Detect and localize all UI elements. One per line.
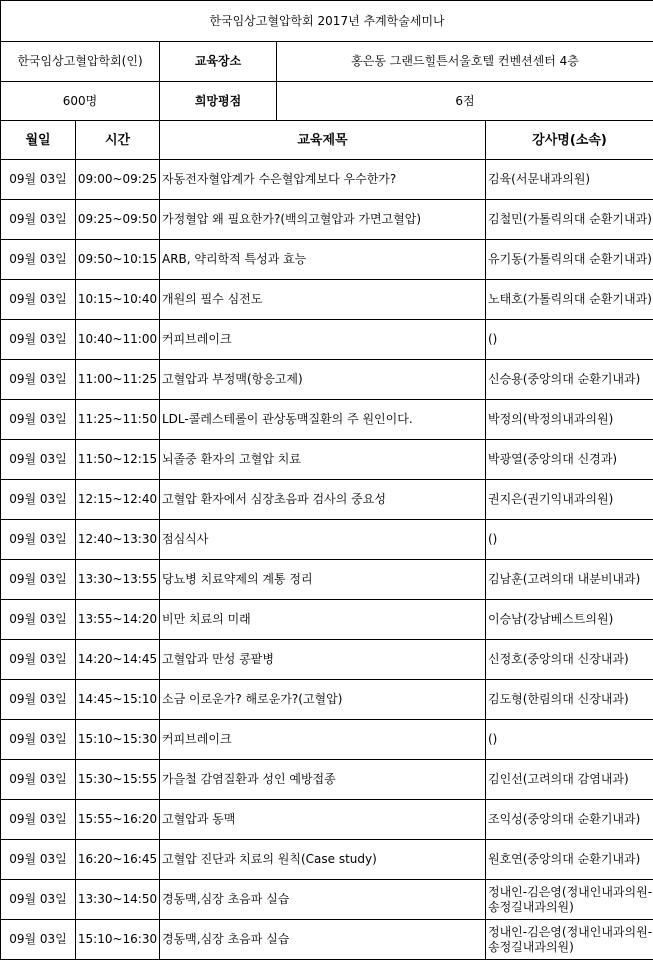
row-date: 09월 03일 bbox=[1, 160, 76, 200]
row-speaker: 박광열(중앙의대 신경과) bbox=[486, 440, 653, 480]
row-time: 12:40~13:30 bbox=[76, 520, 160, 560]
row-speaker: 이승남(강남베스트의원) bbox=[486, 600, 653, 640]
table-row bbox=[1, 520, 653, 560]
row-title: 개원의 필수 심전도 bbox=[160, 280, 486, 320]
row-time: 16:20~16:45 bbox=[76, 840, 160, 880]
row-title: 점심식사 bbox=[160, 520, 486, 560]
row-title: 자동전자혈압계가 수은혈압계보다 우수한가? bbox=[160, 160, 486, 200]
row-date: 09월 03일 bbox=[1, 840, 76, 880]
table-row bbox=[1, 680, 653, 720]
row-time: 15:55~16:20 bbox=[76, 800, 160, 840]
row-time: 14:20~14:45 bbox=[76, 640, 160, 680]
table-row bbox=[1, 160, 653, 200]
row-title: 고혈압 환자에서 심장초음파 검사의 중요성 bbox=[160, 480, 486, 520]
row-date: 09월 03일 bbox=[1, 520, 76, 560]
row-time: 09:25~09:50 bbox=[76, 200, 160, 240]
row-date: 09월 03일 bbox=[1, 880, 76, 920]
row-title: 커피브레이크 bbox=[160, 720, 486, 760]
row-speaker: () bbox=[486, 320, 653, 360]
row-time: 13:30~14:50 bbox=[76, 880, 160, 920]
row-date: 09월 03일 bbox=[1, 920, 76, 960]
table-row bbox=[1, 880, 653, 920]
row-date: 09월 03일 bbox=[1, 280, 76, 320]
header-date: 월일 bbox=[1, 121, 76, 160]
points-label: 희망평점 bbox=[160, 82, 277, 121]
row-title: 고혈압과 만성 콩팥병 bbox=[160, 640, 486, 680]
table-row bbox=[1, 280, 653, 320]
row-title: 당뇨병 치료약제의 계통 정리 bbox=[160, 560, 486, 600]
row-speaker: 신승용(중앙의대 순환기내과) bbox=[486, 360, 653, 400]
table-row bbox=[1, 840, 653, 880]
row-speaker: 유기동(가톨릭의대 순환기내과) bbox=[486, 240, 653, 280]
table-row bbox=[1, 800, 653, 840]
venue: 홍은동 그랜드힐튼서울호텔 컨벤션센터 4층 bbox=[277, 42, 653, 82]
row-title: 고혈압 진단과 치료의 원칙(Case study) bbox=[160, 840, 486, 880]
table-row bbox=[1, 240, 653, 280]
table-row bbox=[1, 480, 653, 520]
row-time: 11:25~11:50 bbox=[76, 400, 160, 440]
schedule-header-row bbox=[1, 121, 653, 160]
row-speaker: 김남훈(고려의대 내분비내과) bbox=[486, 560, 653, 600]
table-row bbox=[1, 400, 653, 440]
table-row bbox=[1, 560, 653, 600]
row-time: 13:30~13:55 bbox=[76, 560, 160, 600]
row-date: 09월 03일 bbox=[1, 400, 76, 440]
row-date: 09월 03일 bbox=[1, 480, 76, 520]
row-date: 09월 03일 bbox=[1, 800, 76, 840]
row-time: 10:15~10:40 bbox=[76, 280, 160, 320]
capacity: 600명 bbox=[1, 82, 160, 121]
table-row bbox=[1, 440, 653, 480]
row-date: 09월 03일 bbox=[1, 200, 76, 240]
row-speaker: 김인선(고려의대 감염내과) bbox=[486, 760, 653, 800]
row-speaker: 정내인-김은영(정내인내과의원-송정길내과의원) bbox=[486, 880, 653, 920]
venue-label: 교육장소 bbox=[160, 42, 277, 82]
row-time: 13:55~14:20 bbox=[76, 600, 160, 640]
seminar-title: 한국임상고혈압학회 2017년 추계학술세미나 bbox=[1, 1, 653, 42]
row-date: 09월 03일 bbox=[1, 600, 76, 640]
row-speaker: 정내인-김은영(정내인내과의원-송정길내과의원) bbox=[486, 920, 653, 960]
row-title: LDL-콜레스테롤이 관상동맥질환의 주 원인이다. bbox=[160, 400, 486, 440]
row-date: 09월 03일 bbox=[1, 360, 76, 400]
seminar-info-table bbox=[0, 0, 653, 121]
header-time: 시간 bbox=[76, 121, 160, 160]
row-time: 11:00~11:25 bbox=[76, 360, 160, 400]
row-date: 09월 03일 bbox=[1, 640, 76, 680]
row-title: 고혈압과 동맥 bbox=[160, 800, 486, 840]
row-time: 09:50~10:15 bbox=[76, 240, 160, 280]
row-date: 09월 03일 bbox=[1, 760, 76, 800]
row-time: 15:10~15:30 bbox=[76, 720, 160, 760]
header-title: 교육제목 bbox=[160, 121, 486, 160]
row-date: 09월 03일 bbox=[1, 320, 76, 360]
row-title: 경동맥,심장 초음파 실습 bbox=[160, 920, 486, 960]
row-speaker: 김도형(한림의대 신장내과) bbox=[486, 680, 653, 720]
row-date: 09월 03일 bbox=[1, 680, 76, 720]
row-date: 09월 03일 bbox=[1, 560, 76, 600]
row-title: 뇌졸중 환자의 고혈압 치료 bbox=[160, 440, 486, 480]
row-speaker: 신정호(중앙의대 신장내과) bbox=[486, 640, 653, 680]
row-title: 소금 이로운가? 해로운가?(고혈압) bbox=[160, 680, 486, 720]
row-title: 비만 치료의 미래 bbox=[160, 600, 486, 640]
row-date: 09월 03일 bbox=[1, 720, 76, 760]
table-row bbox=[1, 720, 653, 760]
organizer: 한국임상고혈압학회(인) bbox=[1, 42, 160, 82]
row-date: 09월 03일 bbox=[1, 240, 76, 280]
row-speaker: 노태호(가톨릭의대 순환기내과) bbox=[486, 280, 653, 320]
table-row bbox=[1, 320, 653, 360]
table-row bbox=[1, 920, 653, 960]
row-time: 09:00~09:25 bbox=[76, 160, 160, 200]
table-row bbox=[1, 200, 653, 240]
row-speaker: 권지은(권기익내과의원) bbox=[486, 480, 653, 520]
row-time: 11:50~12:15 bbox=[76, 440, 160, 480]
row-speaker: 조익성(중앙의대 순환기내과) bbox=[486, 800, 653, 840]
table-row bbox=[1, 360, 653, 400]
row-speaker: 김철민(가톨릭의대 순환기내과) bbox=[486, 200, 653, 240]
schedule-table bbox=[0, 121, 653, 960]
points: 6점 bbox=[277, 82, 653, 121]
row-title: 가을철 감염질환과 성인 예방접종 bbox=[160, 760, 486, 800]
row-time: 12:15~12:40 bbox=[76, 480, 160, 520]
table-row bbox=[1, 640, 653, 680]
row-speaker: 원호연(중앙의대 순환기내과) bbox=[486, 840, 653, 880]
row-speaker: 김육(서문내과의원) bbox=[486, 160, 653, 200]
table-row bbox=[1, 600, 653, 640]
row-speaker: 박정의(박정의내과의원) bbox=[486, 400, 653, 440]
row-time: 15:10~16:30 bbox=[76, 920, 160, 960]
table-row bbox=[1, 760, 653, 800]
row-time: 15:30~15:55 bbox=[76, 760, 160, 800]
row-title: 커피브레이크 bbox=[160, 320, 486, 360]
row-time: 14:45~15:10 bbox=[76, 680, 160, 720]
row-time: 10:40~11:00 bbox=[76, 320, 160, 360]
row-title: 경동맥,심장 초음파 실습 bbox=[160, 880, 486, 920]
row-speaker: () bbox=[486, 720, 653, 760]
header-speaker: 강사명(소속) bbox=[486, 121, 653, 160]
row-title: 고혈압과 부정맥(항응고제) bbox=[160, 360, 486, 400]
row-speaker: () bbox=[486, 520, 653, 560]
row-date: 09월 03일 bbox=[1, 440, 76, 480]
row-title: ARB, 약리학적 특성과 효능 bbox=[160, 240, 486, 280]
row-title: 가정혈압 왜 필요한가?(백의고혈압과 가면고혈압) bbox=[160, 200, 486, 240]
